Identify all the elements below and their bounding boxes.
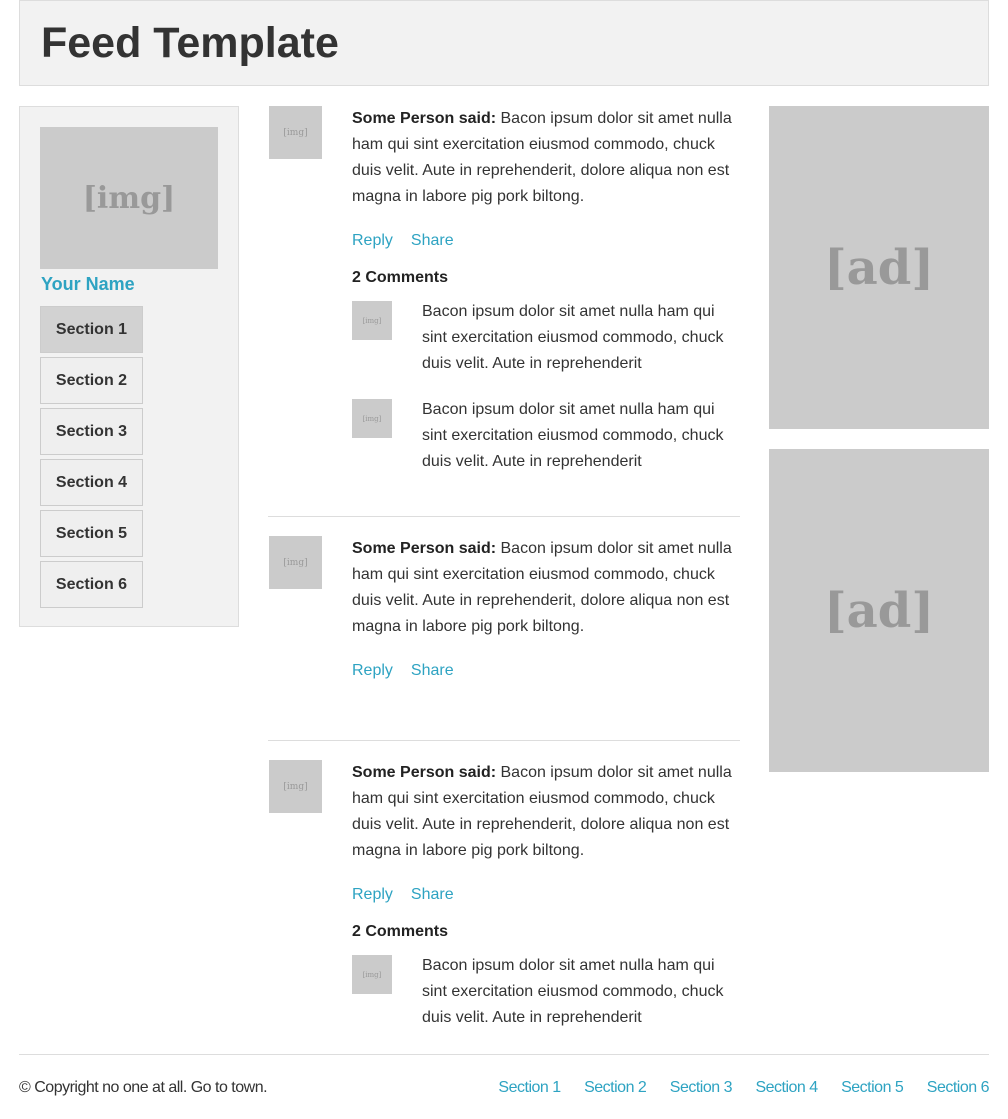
feed-post <box>268 536 740 741</box>
sidebar-item-section-2[interactable]: Section 2 <box>40 357 143 404</box>
post-author-avatar <box>269 760 322 813</box>
comment <box>352 397 740 475</box>
user-name[interactable]: Your Name <box>41 274 135 294</box>
post-author: Some Person said: <box>352 110 497 127</box>
comment-avatar <box>352 955 392 994</box>
image-placeholder-icon: [img] <box>362 970 382 979</box>
copyright-text: © Copyright no one at all. Go to town. <box>19 1079 268 1096</box>
ad-placeholder-icon: [ad] <box>823 239 935 296</box>
image-placeholder-icon: [img] <box>362 414 382 423</box>
comment-text: Bacon ipsum dolor sit amet nulla ham qui sint exercitation eiusmod commodo, chuck duis velit. Aute in reprehenderit <box>422 401 724 470</box>
reply-link[interactable]: Reply <box>352 886 393 903</box>
ad-placeholder-icon: [ad] <box>823 582 935 639</box>
post-actions <box>352 882 740 908</box>
post-text <box>352 760 740 864</box>
post-content: Bacon ipsum dolor sit amet nulla ham qui sint exercitation eiusmod commodo, chuck duis velit. Aute in reprehenderit, dolore aliqua non est magna in labore pig pork biltong. <box>352 764 732 859</box>
footer-link-section-5[interactable]: Section 5 <box>841 1079 904 1096</box>
sidebar-item-section-4[interactable]: Section 4 <box>40 459 143 506</box>
profile-avatar <box>40 127 218 269</box>
image-placeholder-icon: [img] <box>283 781 308 792</box>
post-author: Some Person said: <box>352 540 497 557</box>
page-header <box>19 0 989 86</box>
image-placeholder-icon: [img] <box>82 180 176 216</box>
share-link[interactable]: Share <box>410 886 454 903</box>
image-placeholder-icon: [img] <box>283 127 308 138</box>
post-author: Some Person said: <box>352 764 497 781</box>
post-author-avatar <box>269 106 322 159</box>
post-actions <box>352 228 740 254</box>
comment-avatar <box>352 301 392 340</box>
footer-link-section-3[interactable]: Section 3 <box>669 1079 732 1096</box>
image-placeholder-icon: [img] <box>362 316 382 325</box>
ad-banner[interactable] <box>769 449 989 772</box>
footer-link-section-2[interactable]: Section 2 <box>584 1079 647 1096</box>
footer-link-section-1[interactable]: Section 1 <box>498 1079 561 1096</box>
page-title: Feed Template <box>41 19 339 67</box>
footer-link-section-4[interactable]: Section 4 <box>755 1079 818 1096</box>
reply-link[interactable]: Reply <box>352 662 393 679</box>
page-footer <box>19 1054 989 1119</box>
share-link[interactable]: Share <box>410 232 454 249</box>
footer-link-section-6[interactable]: Section 6 <box>926 1079 989 1096</box>
comment <box>352 953 740 1031</box>
feed <box>268 106 740 1031</box>
feed-post <box>268 106 740 517</box>
profile-sidebar <box>19 106 239 627</box>
reply-link[interactable]: Reply <box>352 232 393 249</box>
comments-heading: 2 Comments <box>352 923 449 940</box>
ad-column <box>769 106 989 792</box>
ad-banner[interactable] <box>769 106 989 429</box>
comments-heading: 2 Comments <box>352 269 449 286</box>
post-content: Bacon ipsum dolor sit amet nulla ham qui sint exercitation eiusmod commodo, chuck duis velit. Aute in reprehenderit, dolore aliqua non est magna in labore pig pork biltong. <box>352 540 732 635</box>
sidebar-nav <box>40 306 143 612</box>
feed-post <box>268 760 740 1031</box>
post-actions <box>352 658 740 684</box>
sidebar-item-section-5[interactable]: Section 5 <box>40 510 143 557</box>
comment <box>352 299 740 377</box>
post-content: Bacon ipsum dolor sit amet nulla ham qui sint exercitation eiusmod commodo, chuck duis velit. Aute in reprehenderit, dolore aliqua non est magna in labore pig pork biltong. <box>352 110 732 205</box>
post-text <box>352 106 740 210</box>
post-author-avatar <box>269 536 322 589</box>
share-link[interactable]: Share <box>410 662 454 679</box>
post-text <box>352 536 740 640</box>
sidebar-item-section-1[interactable]: Section 1 <box>40 306 143 353</box>
comment-text: Bacon ipsum dolor sit amet nulla ham qui sint exercitation eiusmod commodo, chuck duis velit. Aute in reprehenderit <box>422 303 724 372</box>
comment-avatar <box>352 399 392 438</box>
footer-nav <box>479 1079 989 1097</box>
sidebar-item-section-6[interactable]: Section 6 <box>40 561 143 608</box>
image-placeholder-icon: [img] <box>283 557 308 568</box>
sidebar-item-section-3[interactable]: Section 3 <box>40 408 143 455</box>
comment-text: Bacon ipsum dolor sit amet nulla ham qui sint exercitation eiusmod commodo, chuck duis velit. Aute in reprehenderit <box>422 957 724 1026</box>
